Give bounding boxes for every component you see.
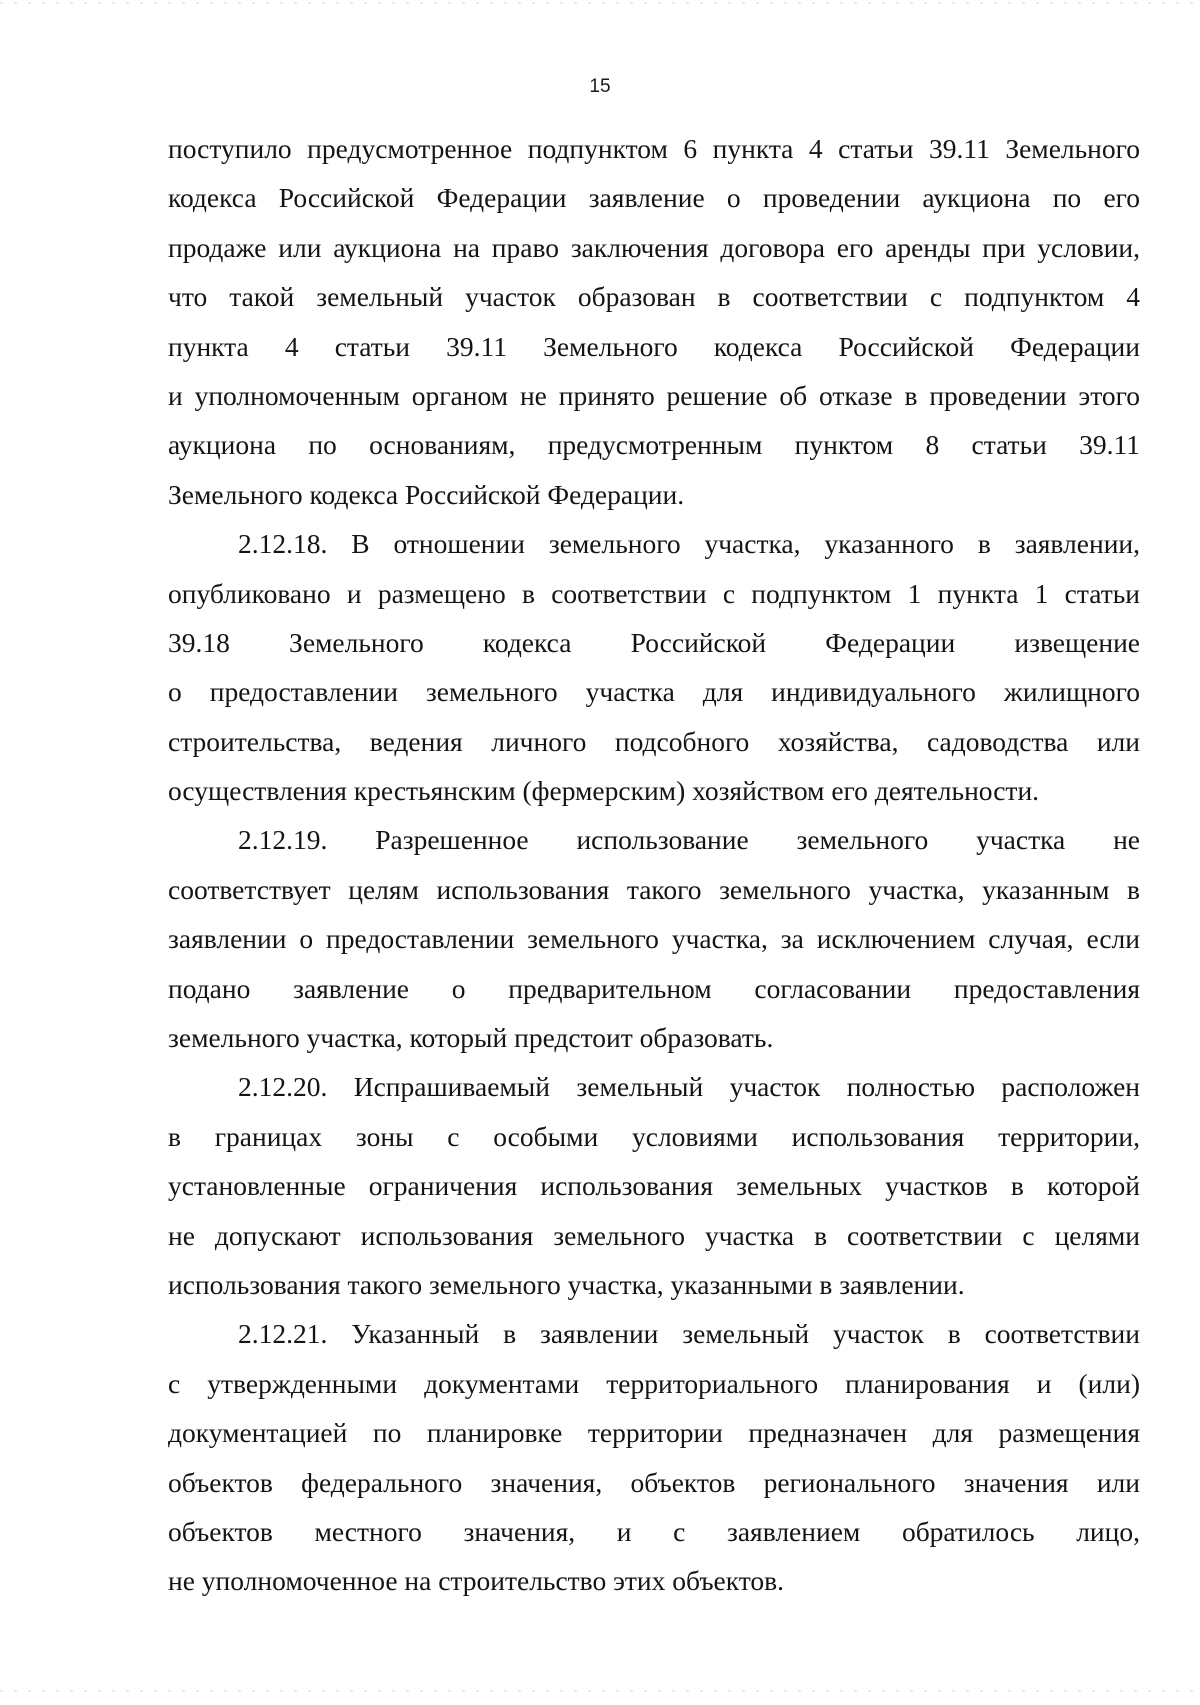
text-line: и уполномоченным органом не принято решение об отказе в проведении этого xyxy=(168,379,1140,411)
text-line: поступило предусмотренное подпунктом 6 пункта 4 статьи 39.11 Земельного xyxy=(168,133,1140,164)
text-line: не допускают использования земельного участка в соответствии с целями xyxy=(168,1219,1140,1251)
text-line: объектов местного значения, и с заявлением обратилось лицо, xyxy=(168,1515,1140,1547)
text-line: 2.12.20. Испрашиваемый земельный участок полностью расположен xyxy=(238,1071,1140,1103)
text-line: пункта 4 статьи 39.11 Земельного кодекса Российской Федерации xyxy=(168,330,1140,362)
scan-edge-top xyxy=(0,2,1200,4)
text-line: Земельного кодекса Российской Федерации. xyxy=(168,478,685,510)
clause-2-12-19 xyxy=(168,815,1140,1062)
text-line: соответствует целям использования такого земельного участка, указанным в xyxy=(168,873,1140,905)
paragraph-continuation xyxy=(168,124,1140,519)
text-line: аукциона по основаниям, предусмотренным пунктом 8 статьи 39.11 xyxy=(168,429,1140,461)
text-line: строительства, ведения личного подсобного хозяйства, садоводства или xyxy=(168,725,1140,757)
text-line: 39.18 Земельного кодекса Российской Федерации извещение xyxy=(168,626,1140,658)
text-line: объектов федерального значения, объектов регионального значения или xyxy=(168,1466,1140,1498)
text-line: использования такого земельного участка, указанными в заявлении. xyxy=(168,1268,965,1300)
text-line: с утвержденными документами территориального планирования и (или) xyxy=(168,1367,1140,1399)
text-line: земельного участка, который предстоит образовать. xyxy=(168,1022,774,1054)
text-line: опубликовано и размещено в соответствии с подпунктом 1 пункта 1 статьи xyxy=(168,577,1140,609)
text-line: продаже или аукциона на право заключения договора его аренды при условии, xyxy=(168,231,1140,263)
text-line: не уполномоченное на строительство этих объектов. xyxy=(168,1565,785,1597)
text-line: осуществления крестьянским (фермерским) хозяйством его деятельности. xyxy=(168,775,1040,807)
text-line: 2.12.19. Разрешенное использование земельного участка не xyxy=(238,824,1140,856)
text-line: заявлении о предоставлении земельного участка, за исключением случая, если xyxy=(168,923,1140,955)
scan-edge-bottom xyxy=(0,1690,1200,1692)
text-line: что такой земельный участок образован в соответствии с подпунктом 4 xyxy=(168,281,1140,313)
page-number: 15 xyxy=(589,76,611,97)
text-line: установленные ограничения использования земельных участков в которой xyxy=(168,1170,1140,1202)
clause-2-12-20 xyxy=(168,1062,1140,1309)
text-line: документацией по планировке территории предназначен для размещения xyxy=(168,1417,1140,1449)
document-body xyxy=(168,124,1140,1606)
text-line: 2.12.21. Указанный в заявлении земельный участок в соответствии xyxy=(238,1318,1140,1350)
text-line: кодекса Российской Федерации заявление о проведении аукциона по его xyxy=(168,182,1140,214)
text-line: 2.12.18. В отношении земельного участка, указанного в заявлении, xyxy=(238,528,1140,560)
text-line: подано заявление о предварительном согласовании предоставления xyxy=(168,972,1140,1004)
clause-2-12-18 xyxy=(168,519,1140,815)
text-line: в границах зоны с особыми условиями использования территории, xyxy=(168,1120,1140,1152)
clause-2-12-21 xyxy=(168,1309,1140,1605)
text-line: о предоставлении земельного участка для индивидуального жилищного xyxy=(168,676,1140,708)
